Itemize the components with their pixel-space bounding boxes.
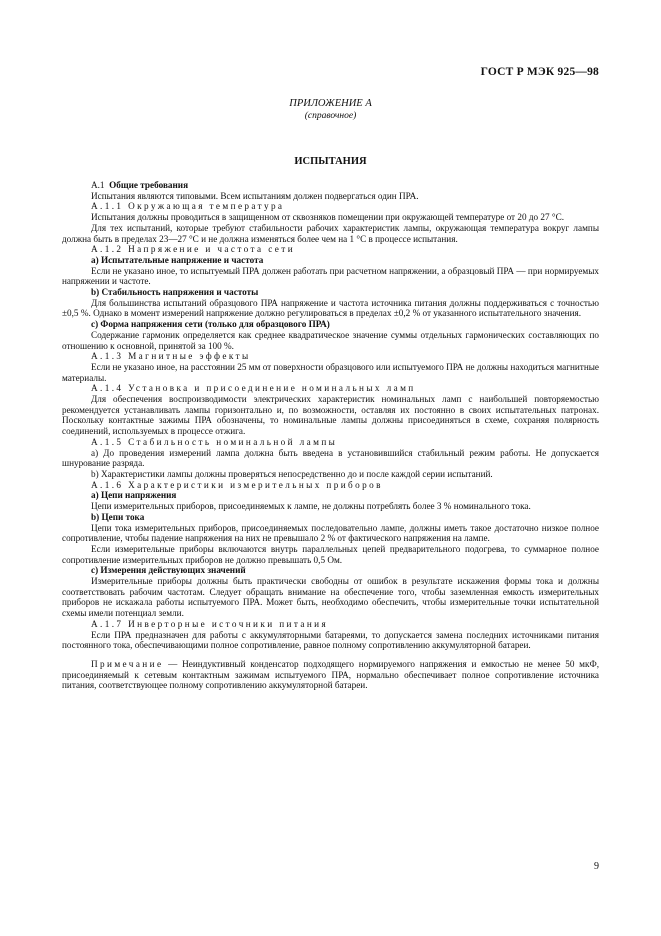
clause-a16-heading: А.1.6 Характеристики измерительных приборов	[91, 479, 383, 490]
clause-a14-text: Для обеспечения воспроизводимости электрических характеристик номинальных ламп с наибольшей повторяемостью рекомендуется устанавливать лампы горизонтально и, по возможности, оставляя их постоянно в своих испытательных патронах. Поскольку контактные зажимы ПРА обозначены, то номинальные лампы должны присоединяться в схеме, сохраняя полярность соединений, используемых в процессе отжига.	[62, 394, 599, 437]
clause-a16-a-heading: a) Цепи напряжения	[91, 490, 177, 501]
document-body	[62, 180, 599, 691]
clause-a1-title: Общие требования	[109, 180, 189, 190]
clause-a12-a-heading: a) Испытательные напряжение и частота	[91, 254, 264, 265]
clause-a11-text-2: Для тех испытаний, которые требуют стабильности рабочих характеристик лампы, окружающая температура вокруг лампы должна быть в пределах 23—27 °С и не должна изменяться более чем на 1 °С в процессе испытания.	[62, 222, 599, 244]
clause-a13-text: Если не указано иное, на расстоянии 25 мм от поверхности образцового или испытуемого ПРА не должны находиться магнитные материалы.	[62, 361, 599, 383]
clause-a16-b-heading: b) Цепи тока	[91, 511, 145, 522]
clause-a16-b-text-1: Цепи тока измерительных приборов, присоединяемых последовательно лампе, должны иметь такое достаточно низкое полное сопротивление, чтобы падение напряжения на них не превышало 2 % от фактического напряжения на лампе.	[62, 522, 599, 544]
note	[62, 659, 599, 691]
clause-a17-heading: А.1.7 Инверторные источники питания	[91, 618, 329, 629]
clause-a12-c-text: Содержание гармоник определяется как среднее квадратическое значение суммы отдельных гармонических составляющих по отношению к основной, принятой за 100 %.	[62, 329, 599, 351]
section-title: ИСПЫТАНИЯ	[294, 156, 367, 167]
clause-a16-c-text: Измерительные приборы должны быть практически свободны от ошибок в результате искажения формы тока и должны соответствовать рабочим частотам. Следует обращать внимание на обеспечение того, чтобы заземленная емкость измерительных приборов не искажала работы испытуемого ПРА. Может быть, необходимо обеспечить, чтобы измерительные точки испытательной схемы имели потенциал земли.	[62, 576, 599, 619]
clause-a16-c-heading: c) Измерения действующих значений	[91, 565, 246, 576]
clause-a15-b-text: b) Характеристики лампы должны проверяться непосредственно до и после каждой серии испытаний.	[91, 468, 493, 479]
annex-title: ПРИЛОЖЕНИЕ А	[289, 98, 372, 109]
clause-a11-text-1: Испытания должны проводиться в защищенном от сквозняков помещении при окружающей температуре от 20 до 27 °С.	[91, 212, 564, 223]
clause-a1-number: А.1	[91, 180, 105, 190]
clause-a16-a-text: Цепи измерительных приборов, присоединяемых к лампе, не должны потреблять более 3 % номинального тока.	[91, 501, 531, 512]
clause-a12-b-heading: b) Стабильность напряжения и частоты	[91, 287, 259, 298]
clause-a12-a-text: Если не указано иное, то испытуемый ПРА должен работать при расчетном напряжении, а образцовый ПРА — при нормируемых напряжении и частоте.	[62, 265, 599, 287]
clause-a1-text: Испытания являются типовыми. Всем испытаниям должен подвергаться один ПРА.	[91, 190, 419, 201]
annex-subtitle: (справочное)	[304, 111, 357, 121]
clause-a12-heading: А.1.2 Напряжение и частота сети	[91, 244, 296, 255]
clause-a17-text: Если ПРА предназначен для работы с аккумуляторными батареями, то допускается замена последних источниками питания постоянного тока, обеспечивающими полное сопротивление, равное полному сопротивлению аккумуляторной батареи.	[62, 629, 599, 651]
clause-a14-heading: А.1.4 Установка и присоединение номинальных ламп	[91, 383, 416, 394]
clause-a16-b-text-2: Если измерительные приборы включаются внутрь параллельных цепей предварительного подогрева, то суммарное полное сопротивление измерительных приборов не должно превышать 0,5 Ом.	[62, 543, 599, 565]
note-label: Примечание	[91, 658, 164, 669]
standard-header: ГОСТ Р МЭК 925—98	[480, 66, 599, 78]
clause-a12-c-heading: c) Форма напряжения сети (только для образцового ПРА)	[91, 319, 330, 330]
clause-a12-b-text: Для большинства испытаний образцового ПРА напряжение и частота источника питания должны поддерживаться с точностью ±0,5 %. Однако в момент измерений напряжение должно регулироваться в пределах ±0,2 % от указанного испытательного значения.	[62, 297, 599, 319]
clause-a15-a-text: a) До проведения измерений лампа должна быть введена в установившийся стабильный режим работы. Не допускается шнурование разряда.	[62, 447, 599, 469]
page-number: 9	[594, 861, 599, 872]
clause-a1-heading	[62, 180, 599, 191]
clause-a15-heading: А.1.5 Стабильность номинальной лампы	[91, 436, 338, 447]
clause-a13-heading: А.1.3 Магнитные эффекты	[91, 351, 251, 362]
note-text: — Неиндуктивный конденсатор подходящего нормируемого напряжения и емкостью не менее 50 мкФ, присоединяемый к сетевым контактным зажимам испытуемого ПРА, нормально обеспечивает полное сопротивление источника питания, соответствующее полному сопротивлению аккумуляторной батареи.	[62, 658, 599, 691]
clause-a11-heading: А.1.1 Окружающая температура	[91, 201, 285, 212]
